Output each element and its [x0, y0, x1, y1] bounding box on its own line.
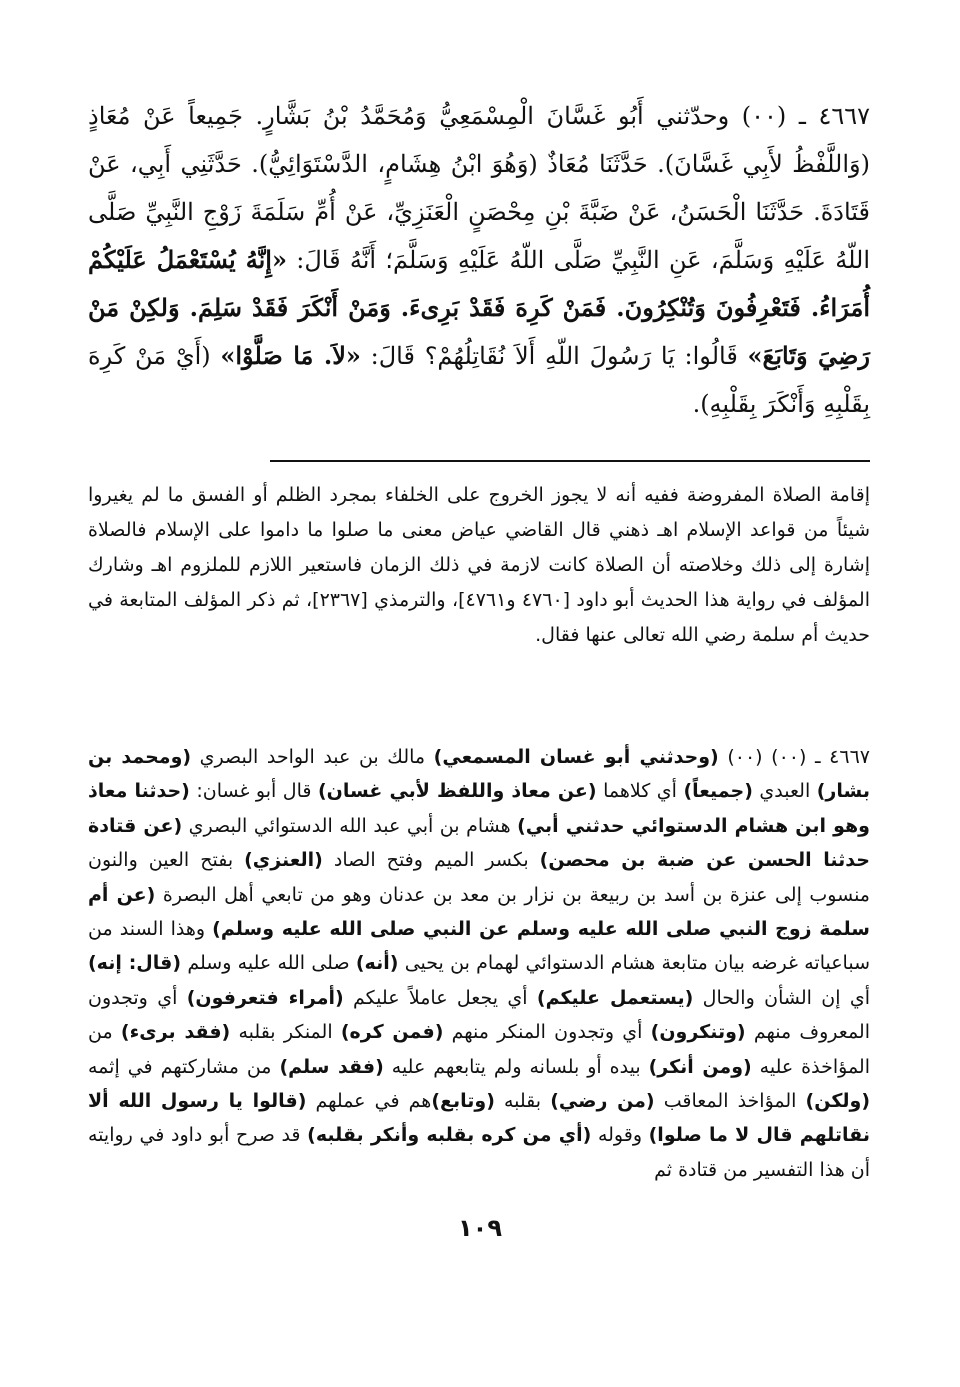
commentary-segment: (من رضي) [550, 1090, 655, 1113]
footnote-separator [270, 460, 870, 462]
commentary-segment: (ولكن) [805, 1090, 871, 1113]
hadith-segment: ٤٦٦٧ ـ (٠٠) وحدّثني أَبُو غَسَّانَ الْمِسْمَعِيُّ وَمُحَمَّدُ بْنُ بَشَّارٍ. جَمِيعاً عَنْ مُعَاذٍ (وَاللَّفْظُ لأَبِي غَسَّانَ). حَدَّثَنَا مُعَاذٌ (وَهُوَ ابْنُ هِشَامٍ، الدَّسْتَوَائِيُّ). حَدَّثَنِي أَبِي، عَنْ قَتَادَةَ. حَدَّثَنَا الْحَسَنُ، عَنْ ضَبَّةَ بْنِ مِحْصَنٍ الْعَنَزِيِّ، عَنْ أُمِّ سَلَمَةَ زَوْجِ النَّبِيِّ صَلَّى اللّهُ عَلَيْهِ وَسَلَّمَ، عَنِ النَّبِيِّ صَلَّى اللّهُ عَلَيْهِ وَسَلَّمَ؛ أَنَّهُ قَالَ: [88, 102, 870, 274]
commentary-segment: من مشاركتهم في إثمه [88, 1055, 280, 1078]
commentary-segment: أي وتجدون المنكر منهم [443, 1021, 651, 1044]
commentary-segment: بفتح العين والنون منسوب إلى عنزة بن أسد بن ربيعة بن نزار بن معد بن عدنان وهو من تابعي أهل البصرة [88, 849, 870, 906]
commentary-segment: صلى الله عليه وسلم [181, 952, 356, 975]
commentary-segment: (وتنكرون) [650, 1021, 746, 1044]
commentary-segment: (أمراء فتعرفون) [186, 986, 344, 1009]
commentary-segment: مالك بن عبد الواحد البصري [191, 746, 434, 768]
commentary-text [88, 740, 870, 1187]
commentary-segment: (وتابع) [431, 1090, 495, 1113]
commentary-segment: (فقد سلم) [279, 1055, 384, 1078]
hadith-text [88, 92, 870, 428]
commentary-segment: وهذا السند من سباعياته غرضه بيان متابعة هشام الدستوائي لهمام بن يحيى [88, 918, 870, 975]
hadith-segment: (أَيْ مَنْ كَرِهَ بِقَلْبِهِ وَأَنْكَرَ بِقَلْبِهِ). [88, 342, 870, 418]
commentary-segment: (عن قتادة حدثنا الحسن عن ضبة بن محصن) [88, 814, 870, 872]
commentary-segment: (جميعاً) [683, 780, 753, 803]
commentary-segment: قال أبو غسان: [189, 780, 318, 803]
commentary-segment: (عن معاذ واللفظ لأبي غسان) [318, 780, 597, 803]
commentary-segment: (ومن أنكر) [648, 1055, 752, 1078]
commentary-segment: وقوله [591, 1124, 649, 1147]
commentary-segment: هشام بن أبي عبد الله الدستوائي البصري [182, 814, 518, 837]
commentary-segment: بيده أو بلسانه ولم يتابعهم عليه [383, 1055, 649, 1078]
commentary-segment: بكسر الميم وفتح الصاد [322, 849, 540, 872]
hadith-segment: قَالُوا: يَا رَسُولَ اللّهِ أَلاَ نُقَاتِلُهُمْ؟ قَالَ: [360, 342, 748, 370]
commentary-segment: من المؤاخذة عليه [88, 1021, 871, 1078]
commentary-segment: (قال: إنه) [88, 952, 182, 975]
commentary-segment: (يستعمل عليكم) [536, 986, 694, 1009]
book-page [88, 92, 870, 1352]
hadith-segment: «لاَ. مَا صَلَّوْا» [220, 341, 361, 370]
commentary-segment: (أي من كره بقلبه وأنكر بقلبه) [307, 1124, 592, 1147]
commentary-segment: قد صرح أبو داود في روايته أن هذا التفسير من قتادة ثم [88, 1124, 870, 1181]
commentary-segment: (وحدثني أبو غسان المسمعي) [433, 746, 719, 768]
commentary-segment: (قالوا يا رسول الله ألا نقاتلهم قال لا ما صلوا) [88, 1090, 870, 1147]
commentary-segment: (فقد برىء) [120, 1021, 231, 1044]
commentary-segment: (حدثنا معاذ وهو ابن هشام الدستوائي حدثني أبي) [88, 780, 870, 837]
page-number: ١٠٩ [458, 1214, 502, 1242]
commentary-segment: ٤٦٦٧ ـ (٠٠) (٠٠) [718, 746, 870, 768]
commentary-segment: أي يجعل عاملاً عليكم [343, 986, 537, 1009]
footnote-text: إقامة الصلاة المفروضة ففيه أنه لا يجوز الخروج على الخلفاء بمجرد الظلم أو الفسق ما لم يغيروا شيئاً من قواعد الإسلام اهـ ذهني قال القاضي عياض معنى ما صلوا ما داموا على الإسلام فالصلاة إشارة إلى ذلك وخلاصته أن الصلاة كانت لازمة في ذلك الزمان فاستعير اللازم للملزوم اهـ وشارك المؤلف في رواية هذا الحديث أبو داود [٤٧٦٠ و٤٧٦١]، والترمذي [٢٣٦٧]، ثم ذكر المؤلف المتابعة في حديث أم سلمة رضي الله تعالى عنها فقال. [88, 484, 870, 646]
commentary-segment: المنكر بقلبه [230, 1021, 341, 1044]
hadith-segment: «إِنَّهُ يُسْتَعْمَلُ عَلَيْكُمْ أُمَرَاءُ. فَتَعْرِفُونَ وَتُنْكِرُونَ. فَمَنْ كَرِهَ فَقَدْ بَرِىءَ. وَمَنْ أَنْكَرَ فَقَدْ سَلِمَ. وَلكِنْ مَنْ رَضِيَ وَتَابَعَ» [88, 245, 871, 370]
commentary-segment: المؤاخذ المعاقب [654, 1090, 806, 1113]
commentary-segment: أي وتجدون المعروف منهم [88, 986, 870, 1044]
commentary-segment: أي إن الشأن والحال [693, 986, 870, 1009]
commentary-segment: العبدي [752, 780, 817, 803]
commentary-segment: أي كلاهما [596, 780, 684, 803]
commentary-segment: (أنه) [355, 952, 399, 975]
commentary-segment: هم في عملهم [306, 1090, 432, 1113]
commentary-segment: (عن أم سلمة زوج النبي صلى الله عليه وسلم عن النبي صلى الله عليه وسلم) [88, 883, 870, 941]
commentary-segment: بقلبه [494, 1090, 551, 1113]
commentary-segment: (فمن كره) [340, 1021, 444, 1044]
commentary-segment: (ومحمد بن بشار) [88, 746, 870, 803]
commentary-segment: (العنزي) [244, 849, 323, 872]
